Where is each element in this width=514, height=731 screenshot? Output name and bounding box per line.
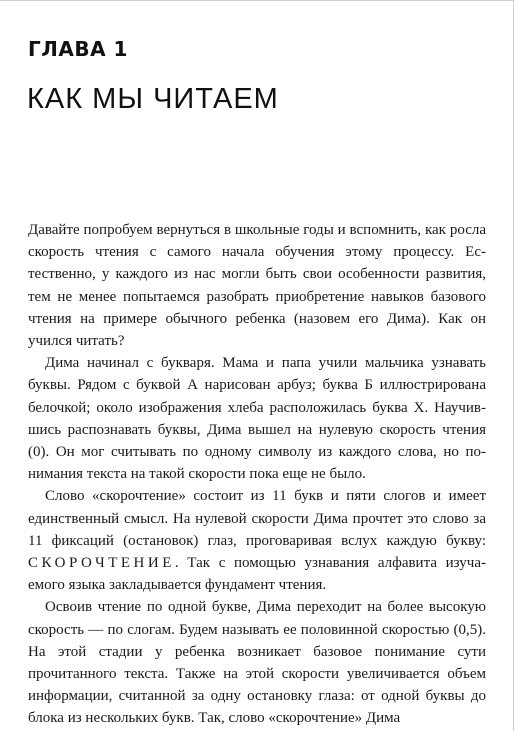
chapter-label: ГЛАВА 1: [28, 37, 128, 61]
chapter-title: КАК МЫ ЧИТАЕМ: [27, 83, 279, 115]
paragraph-4: Освоив чтение по одной букве, Дима переходит на более высокую скорость — по слогам. Будем называть ее половинной скоростью (0,5). На этой стадии у ребенка возникает базовое понимание сути прочитанного текста. Также на этой скорости увеличивается объем информации, считанной за одну остановку глаза: от одной буквы до блока из нескольких букв. Так, слово «скорочтение» Дима: [28, 599, 486, 727]
paragraph-3-text-before: Слово «скорочтение» состоит из 11 букв и пяти слогов и имеет единственный смысл. На нулевой скорости Дима прочтет это слово за 11 фиксаций (остановок) глаз, проговаривая вслух каждую букву:: [28, 488, 486, 549]
body-text: [28, 219, 486, 730]
paragraph-1: Давайте попробуем вернуться в школьные годы и вспомнить, как росла скорость чтения с самого начала обучения этому процессу. Естественно, у каждого из нас могли быть свои особенности развития, тем не менее попытаемся разобрать приобретение навыков базового чтения на примере обычного ребенка (назовем его Дима). Как он учился читать?: [28, 222, 486, 350]
spaced-word: СКОРОЧТЕНИЕ: [28, 555, 175, 572]
paragraph-3: [28, 485, 486, 596]
paragraph-2: Дима начинал с букваря. Мама и папа учили мальчика узнавать буквы. Рядом с буквой А нарисован арбуз; буква Б иллюстрирована белочкой; около изображения хлеба расположилась буква Х. Научившись распознавать буквы, Дима вышел на нулевую скорость чтения (0). Он мог считывать по одному символу из каждого слова, но понимания текста на такой скорости пока еще не было.: [28, 355, 486, 483]
paragraph-3-text-after: . Так с помощью узнавания алфавита изучаемого языка закладывается фундамент чтения.: [28, 555, 486, 594]
